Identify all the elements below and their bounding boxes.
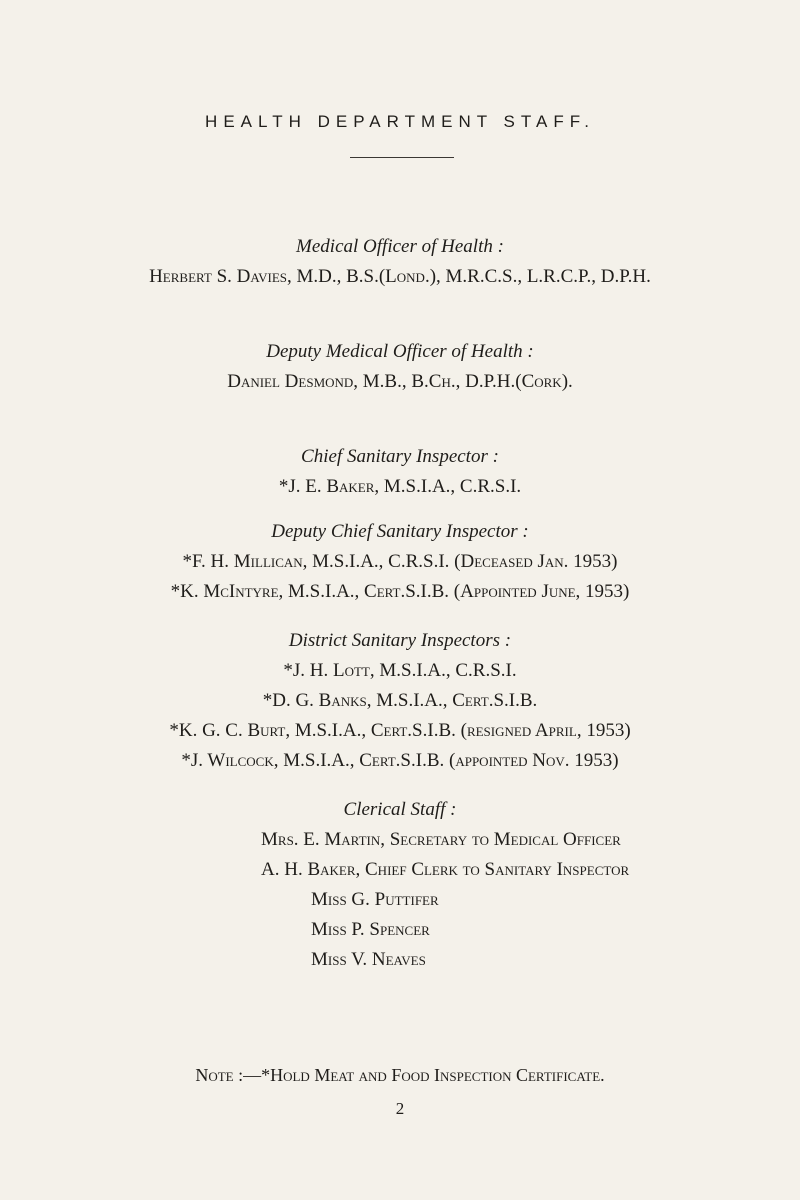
clerical-entry: Miss V. Neaves (311, 949, 426, 970)
district-entry: *J. H. Lott, M.S.I.A., C.R.S.I. (283, 660, 517, 681)
csi-heading: Chief Sanitary Inspector : (301, 446, 499, 467)
district-entry: *D. G. Banks, M.S.I.A., Cert.S.I.B. (262, 690, 538, 711)
deputy-csi-entry: *F. H. Millican, M.S.I.A., C.R.S.I. (Deceased Jan. 1953) (182, 551, 618, 572)
clerical-heading: Clerical Staff : (343, 799, 457, 820)
clerical-entry: Miss P. Spencer (311, 919, 430, 940)
deputy-csi-entry: *K. McIntyre, M.S.I.A., Cert.S.I.B. (Appointed June, 1953) (170, 581, 630, 602)
district-entry: *J. Wilcock, M.S.I.A., Cert.S.I.B. (appointed Nov. 1953) (181, 750, 619, 771)
deputy-csi-heading: Deputy Chief Sanitary Inspector : (271, 521, 529, 542)
clerical-entry: A. H. Baker, Chief Clerk to Sanitary Inspector (261, 859, 630, 880)
footnote: Note :—*Hold Meat and Food Inspection Certificate. (195, 1065, 605, 1085)
deputy-moh-heading: Deputy Medical Officer of Health : (266, 341, 534, 362)
moh-heading: Medical Officer of Health : (296, 236, 504, 257)
page-number: 2 (395, 1099, 405, 1118)
moh-entry: Herbert S. Davies, M.D., B.S.(Lond.), M.R.C.S., L.R.C.P., D.P.H. (149, 266, 651, 287)
page-title: HEALTH DEPARTMENT STAFF. (205, 112, 595, 131)
clerical-entry: Mrs. E. Martin, Secretary to Medical Officer (261, 829, 621, 850)
title-divider (350, 157, 454, 158)
clerical-entry: Miss G. Puttifer (311, 889, 439, 910)
csi-entry: *J. E. Baker, M.S.I.A., C.R.S.I. (278, 476, 522, 497)
deputy-moh-entry: Daniel Desmond, M.B., B.Ch., D.P.H.(Cork). (227, 371, 573, 392)
district-heading: District Sanitary Inspectors : (288, 630, 512, 651)
district-entry: *K. G. C. Burt, M.S.I.A., Cert.S.I.B. (resigned April, 1953) (169, 720, 631, 741)
